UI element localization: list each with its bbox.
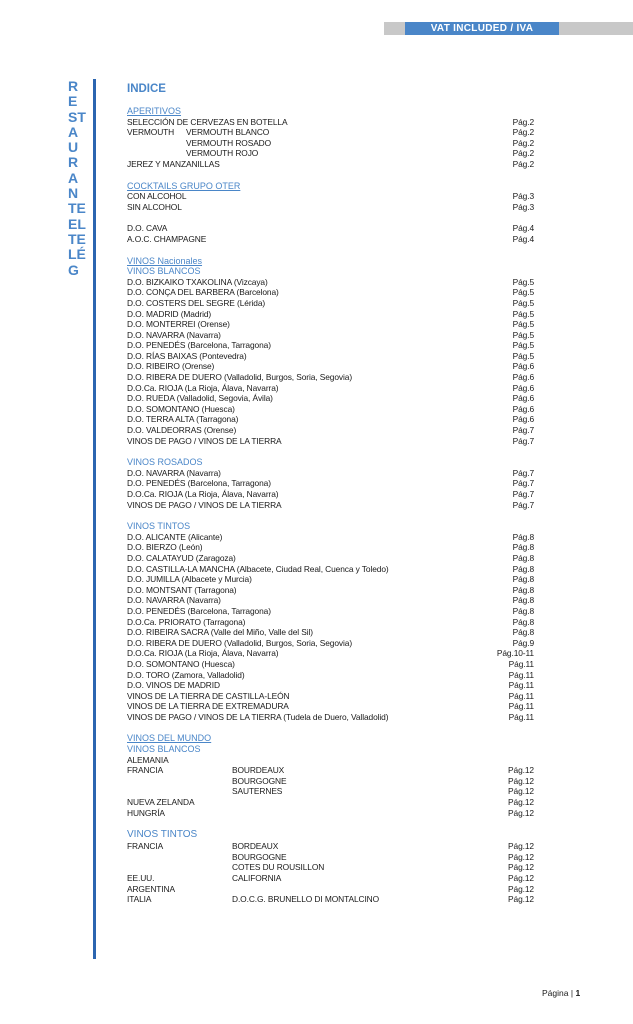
vertical-letter: G xyxy=(68,261,79,278)
index-row xyxy=(127,340,537,351)
row-title: JEREZ Y MANZANILLAS xyxy=(127,158,220,169)
index-section xyxy=(127,446,537,510)
index-row xyxy=(127,659,537,670)
row-title: VERMOUTH xyxy=(127,127,175,138)
index-sections xyxy=(127,106,537,905)
section-gap xyxy=(127,212,537,223)
row-page: Pág.8 xyxy=(512,595,534,606)
row-title: VINOS DE PAGO / VINOS DE LA TIERRA (Tudela de Duero, Valladolid) xyxy=(127,711,389,722)
section-gap xyxy=(127,446,537,457)
index-section xyxy=(127,212,537,244)
row-title: A.O.C. CHAMPAGNE xyxy=(127,233,207,244)
row-title: D.O. BIZKAIKO TXAKOLINA (Vizcaya) xyxy=(127,276,268,287)
index-row xyxy=(127,755,537,766)
row-page: Pág.2 xyxy=(512,158,534,169)
footer-separator: | xyxy=(570,988,574,998)
section-subheading: VINOS BLANCOS xyxy=(127,744,201,755)
index-row xyxy=(127,148,537,159)
index-row xyxy=(127,765,537,776)
row-region: COTES DU ROUSILLON xyxy=(232,862,325,873)
row-title: D.O. RIBEIRA SACRA (Valle del Miño, Valle del Sil) xyxy=(127,627,313,638)
index-section xyxy=(127,722,537,818)
vertical-letter: R xyxy=(68,154,79,171)
section-subheading: VINOS BLANCOS xyxy=(127,266,201,277)
index-row xyxy=(127,606,537,617)
row-title: D.O. RIBERA DE DUERO (Valladolid, Burgos, Soria, Segovia) xyxy=(127,372,353,383)
index-row xyxy=(127,234,537,245)
index-row xyxy=(127,127,537,138)
index-row xyxy=(127,873,537,884)
index-row xyxy=(127,574,537,585)
row-page: Pág.12 xyxy=(508,775,534,786)
section-gap xyxy=(127,170,537,181)
row-page: Pág.8 xyxy=(512,542,534,553)
row-title: D.O. MADRID (Madrid) xyxy=(127,308,212,319)
row-title: D.O. NAVARRA (Navarra) xyxy=(127,595,221,606)
index-row xyxy=(127,564,537,575)
row-page: Pág.3 xyxy=(512,201,534,212)
index-row xyxy=(127,372,537,383)
section-heading: VINOS TINTOS xyxy=(127,521,191,532)
row-title: D.O. JUMILLA (Albacete y Murcia) xyxy=(127,574,252,585)
row-region: D.O.C.G. BRUNELLO DI MONTALCINO xyxy=(232,894,380,905)
row-page: Pág.4 xyxy=(512,233,534,244)
row-page: Pág.5 xyxy=(512,329,534,340)
row-page: Pág.12 xyxy=(508,765,534,776)
row-page: Pág.7 xyxy=(512,499,534,510)
index-row xyxy=(127,404,537,415)
vertical-letter: EL xyxy=(68,215,86,232)
side-rule xyxy=(93,79,96,959)
row-page: Pág.11 xyxy=(508,701,534,712)
row-region: BORDEAUX xyxy=(232,841,279,852)
row-page: Pág.5 xyxy=(512,287,534,298)
vertical-letter: R xyxy=(68,79,79,94)
index-row xyxy=(127,425,537,436)
row-title: D.O. BIERZO (León) xyxy=(127,542,203,553)
index-row xyxy=(127,309,537,320)
section-heading: APERITIVOS xyxy=(127,106,182,116)
row-page: Pág.6 xyxy=(512,393,534,404)
row-page: Pág.6 xyxy=(512,372,534,383)
row-title: D.O. SOMONTANO (Huesca) xyxy=(127,403,235,414)
index-row xyxy=(127,532,537,543)
row-region: SAUTERNES xyxy=(232,786,283,797)
page-number: 1 xyxy=(575,988,581,998)
section-heading: VINOS Nacionales xyxy=(127,255,203,266)
row-title: D.O. RIBERA DE DUERO (Valladolid, Burgos, Soria, Segovia) xyxy=(127,637,353,648)
index-row xyxy=(127,489,537,500)
row-page: Pág.12 xyxy=(508,786,534,797)
row-page: Pág.6 xyxy=(512,403,534,414)
index-row xyxy=(127,191,537,202)
row-title: HUNGRÍA xyxy=(127,807,165,818)
index-row xyxy=(127,500,537,511)
row-subtitle: VERMOUTH BLANCO xyxy=(186,127,270,138)
index-row xyxy=(127,841,537,852)
restaurant-name-vertical xyxy=(68,79,92,296)
row-region: BOURDEAUX xyxy=(232,765,285,776)
index-row xyxy=(127,670,537,681)
index-row xyxy=(127,202,537,213)
row-title: D.O. PENEDÉS (Barcelona, Tarragona) xyxy=(127,605,271,616)
index-row xyxy=(127,436,537,447)
page-footer xyxy=(542,988,580,998)
row-title: EE.UU. xyxy=(127,873,155,883)
row-page: Pág.8 xyxy=(512,531,534,542)
row-page: Pág.7 xyxy=(512,467,534,478)
index-row xyxy=(127,894,537,905)
row-page: Pág.6 xyxy=(512,382,534,393)
section-heading: VINOS DEL MUNDO xyxy=(127,733,212,744)
index-row xyxy=(127,478,537,489)
row-page: Pág.11 xyxy=(508,711,534,722)
row-title: D.O.Ca. RIOJA (La Rioja, Álava, Navarra) xyxy=(127,648,279,659)
index-row xyxy=(127,776,537,787)
row-title: D.O. RÍAS BAIXAS (Pontevedra) xyxy=(127,350,247,361)
row-page: Pág.6 xyxy=(512,361,534,372)
row-title: CON ALCOHOL xyxy=(127,191,187,202)
row-page: Pág.12 xyxy=(508,797,534,808)
row-title: VINOS DE PAGO / VINOS DE LA TIERRA xyxy=(127,499,282,510)
index-row xyxy=(127,393,537,404)
index-row xyxy=(127,553,537,564)
index-row xyxy=(127,648,537,659)
index-row xyxy=(127,298,537,309)
row-title: D.O. TORO (Zamora, Valladolid) xyxy=(127,669,245,680)
index-row xyxy=(127,287,537,298)
row-region: BOURGOGNE xyxy=(232,851,287,862)
row-page: Pág.8 xyxy=(512,605,534,616)
index-section xyxy=(127,170,537,213)
index-row xyxy=(127,330,537,341)
index-row xyxy=(127,542,537,553)
row-page: Pág.4 xyxy=(512,223,534,234)
index-row xyxy=(127,351,537,362)
row-title: D.O.Ca. PRIORATO (Tarragona) xyxy=(127,616,246,627)
vertical-letter: TE xyxy=(68,230,86,247)
footer-label: Página xyxy=(542,988,569,998)
row-page: Pág.12 xyxy=(508,807,534,818)
index-row xyxy=(127,319,537,330)
row-page: Pág.12 xyxy=(508,841,534,852)
vertical-letter: A xyxy=(68,169,79,186)
row-page: Pág.12 xyxy=(508,862,534,873)
row-page: Pág.5 xyxy=(512,350,534,361)
section-gap xyxy=(127,245,537,256)
row-page: Pág.5 xyxy=(512,340,534,351)
row-title: D.O. PENEDÉS (Barcelona, Tarragona) xyxy=(127,478,271,489)
section-heading: VINOS ROSADOS xyxy=(127,457,203,468)
row-title: D.O. MONTERREI (Orense) xyxy=(127,319,230,330)
row-title: VINOS DE LA TIERRA DE EXTREMADURA xyxy=(127,701,289,712)
section-gap xyxy=(127,818,537,829)
index-row xyxy=(127,585,537,596)
row-page: Pág.12 xyxy=(508,894,534,905)
row-title: FRANCIA xyxy=(127,765,164,776)
row-page: Pág.10-11 xyxy=(496,648,534,659)
index-row xyxy=(127,627,537,638)
row-subtitle: VERMOUTH ROJO xyxy=(186,148,259,159)
row-page: Pág.8 xyxy=(512,627,534,638)
row-title: D.O. CALATAYUD (Zaragoza) xyxy=(127,552,236,563)
index-row xyxy=(127,468,537,479)
row-page: Pág.7 xyxy=(512,478,534,489)
row-page: Pág.2 xyxy=(512,127,534,138)
row-title: D.O. SOMONTANO (Huesca) xyxy=(127,658,235,669)
index-title: INDICE xyxy=(127,83,166,95)
section-heading: COCKTAILS GRUPO OTER xyxy=(127,180,241,191)
row-title: D.O. MONTSANT (Tarragona) xyxy=(127,584,237,595)
index-content xyxy=(127,82,537,905)
section-gap xyxy=(127,722,537,733)
index-row xyxy=(127,691,537,702)
row-page: Pág.11 xyxy=(508,680,534,691)
row-page: Pág.8 xyxy=(512,552,534,563)
index-row xyxy=(127,159,537,170)
row-title: D.O. RIBEIRO (Orense) xyxy=(127,361,215,372)
index-row xyxy=(127,884,537,895)
index-section xyxy=(127,245,537,447)
vertical-letter: ST xyxy=(68,108,86,125)
index-section xyxy=(127,510,537,722)
index-row xyxy=(127,712,537,723)
row-title: D.O. NAVARRA (Navarra) xyxy=(127,467,221,478)
row-subtitle: VERMOUTH ROSADO xyxy=(186,137,272,148)
index-section xyxy=(127,818,537,905)
row-title: D.O. PENEDÉS (Barcelona, Tarragona) xyxy=(127,340,271,351)
vertical-letter: LÉ xyxy=(68,246,86,263)
row-page: Pág.3 xyxy=(512,191,534,202)
row-title: D.O. ALICANTE (Alicante) xyxy=(127,531,223,542)
row-title: VINOS DE PAGO / VINOS DE LA TIERRA xyxy=(127,435,282,446)
index-row xyxy=(127,680,537,691)
row-page: Pág.6 xyxy=(512,414,534,425)
row-page: Pág.12 xyxy=(508,851,534,862)
row-page: Pág.5 xyxy=(512,308,534,319)
index-row xyxy=(127,852,537,863)
row-title: SELECCIÓN DE CERVEZAS EN BOTELLA xyxy=(127,116,288,127)
index-row xyxy=(127,138,537,149)
row-title: D.O. VALDEORRAS (Orense) xyxy=(127,425,237,436)
index-row xyxy=(127,223,537,234)
row-page: Pág.2 xyxy=(512,148,534,159)
index-section xyxy=(127,106,537,170)
row-page: Pág.5 xyxy=(512,276,534,287)
index-row xyxy=(127,797,537,808)
row-title: FRANCIA xyxy=(127,841,164,852)
row-title: D.O. CASTILLA-LA MANCHA (Albacete, Ciudad Real, Cuenca y Toledo) xyxy=(127,563,389,574)
row-title: ALEMANIA xyxy=(127,754,169,765)
row-title: VINOS DE LA TIERRA DE CASTILLA-LEÓN xyxy=(127,690,290,701)
row-page: Pág.2 xyxy=(512,137,534,148)
index-row xyxy=(127,277,537,288)
vertical-letter: TE xyxy=(68,200,86,217)
index-row xyxy=(127,617,537,628)
row-page: Pág.8 xyxy=(512,563,534,574)
row-title: D.O. VINOS DE MADRID xyxy=(127,680,220,691)
vertical-letter: U xyxy=(68,139,79,156)
row-title: D.O.Ca. RIOJA (La Rioja, Álava, Navarra) xyxy=(127,382,279,393)
row-page: Pág.12 xyxy=(508,873,534,883)
row-title: D.O. TERRA ALTA (Tarragona) xyxy=(127,414,239,425)
index-row xyxy=(127,786,537,797)
vat-banner: VAT INCLUDED / IVA xyxy=(405,22,559,35)
row-page: Pág.11 xyxy=(508,669,534,680)
index-row xyxy=(127,361,537,372)
row-page: Pág.2 xyxy=(512,116,534,127)
row-title: D.O. RUEDA (Valladolid, Segovia, Ávila) xyxy=(127,393,273,404)
row-page: Pág.12 xyxy=(508,883,534,894)
row-page: Pág.7 xyxy=(512,425,534,436)
row-page: Pág.5 xyxy=(512,319,534,330)
index-row xyxy=(127,701,537,712)
row-title: SIN ALCOHOL xyxy=(127,201,182,212)
vertical-letter: N xyxy=(68,185,79,202)
section-gap xyxy=(127,510,537,521)
row-title: ITALIA xyxy=(127,894,152,905)
row-page: Pág.8 xyxy=(512,574,534,585)
row-title: NUEVA ZELANDA xyxy=(127,797,195,808)
vertical-letter: E xyxy=(68,93,78,110)
section-heading: VINOS TINTOS xyxy=(127,829,198,841)
row-region: CALIFORNIA xyxy=(232,873,282,883)
vertical-letter: A xyxy=(68,123,79,140)
row-page: Pág.7 xyxy=(512,489,534,499)
row-page: Pág.11 xyxy=(508,690,534,701)
index-row xyxy=(127,414,537,425)
row-page: Pág.8 xyxy=(512,616,534,627)
row-title: D.O. CAVA xyxy=(127,223,168,234)
index-row xyxy=(127,595,537,606)
index-row xyxy=(127,862,537,873)
row-title: D.O.Ca. RIOJA (La Rioja, Álava, Navarra) xyxy=(127,489,279,499)
row-page: Pág.11 xyxy=(508,658,534,669)
row-title: ARGENTINA xyxy=(127,883,175,894)
index-row xyxy=(127,808,537,819)
index-row xyxy=(127,638,537,649)
row-title: D.O. CONÇA DEL BARBERA (Barcelona) xyxy=(127,287,279,298)
row-title: D.O. NAVARRA (Navarra) xyxy=(127,329,221,340)
index-row xyxy=(127,117,537,128)
row-title: D.O. COSTERS DEL SEGRE (Lérida) xyxy=(127,297,266,308)
row-page: Pág.5 xyxy=(512,297,534,308)
row-region: BOURGOGNE xyxy=(232,775,287,786)
row-page: Pág.9 xyxy=(512,637,534,648)
row-page: Pág.7 xyxy=(512,435,534,446)
row-page: Pág.8 xyxy=(512,584,534,595)
index-row xyxy=(127,383,537,394)
